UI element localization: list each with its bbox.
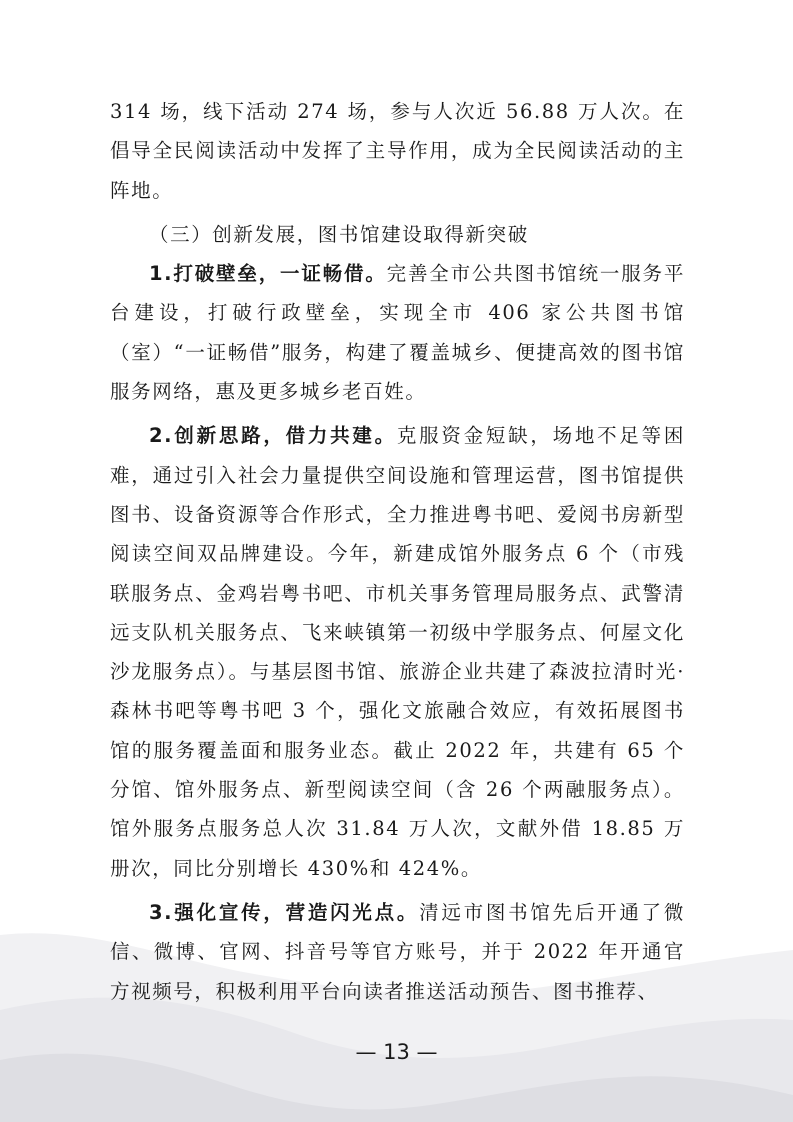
section-heading: （三）创新发展，图书馆建设取得新突破 (149, 222, 529, 246)
item-2-lead: 2.创新思路，借力共建。 (149, 424, 397, 448)
item-3-lead: 3.强化宣传，营造闪光点。 (149, 900, 420, 924)
item-2-body: 克服资金短缺，场地不足等困难，通过引入社会力量提供空间设施和管理运营，图书馆提供图书、设备资源等合作形式，全力推进粤书吧、爱阅书房新型阅读空间双品牌建设。今年，新建成馆外服务点 6 个（市残联服务点、金鸡岩粤书吧、市机关事务管理局服务点、武警清远支队机关服务点、飞来峡镇第一初级中学服务点、何屋文化沙龙服务点）。与基层图书馆、旅游企业共建了森波拉清时光·森林书吧等粤书吧 3 个，强化文旅融合效应，有效拓展图书馆的服务覆盖面和服务业态。截止 2022 年，共建有 65 个分馆、馆外服务点、新型阅读空间（含 26 个两融服务点）。馆外服务点服务总人次 31.84 万人次，文献外借 18.85 万册次，同比分别增长 430%和 424%。 (110, 424, 685, 880)
paragraph-continuation: 314 场，线下活动 274 场，参与人次近 56.88 万人次。在倡导全民阅读活动中发挥了主导作用，成为全民阅读活动的主阵地。 (110, 100, 685, 202)
item-3-body: 清远市图书馆先后开通了微信、微博、官网、抖音号等官方账号，并于 2022 年开通官方视频号，积极利用平台向读者推送活动预告、图书推荐、 (110, 900, 686, 1003)
paragraph-item-1 (110, 254, 685, 411)
item-1-lead: 1.打破壁垒，一证畅借。 (149, 262, 387, 286)
page-number: — 13 — (355, 1040, 438, 1064)
document-body (110, 92, 685, 1011)
paragraph-item-3 (110, 893, 685, 1011)
paragraph-item-2 (110, 416, 685, 888)
item-1-body: 完善全市公共图书馆统一服务平台建设，打破行政壁垒，实现全市 406 家公共图书馆（室）“一证畅借”服务，构建了覆盖城乡、便捷高效的图书馆服务网络，惠及更多城乡老百姓。 (110, 262, 685, 404)
